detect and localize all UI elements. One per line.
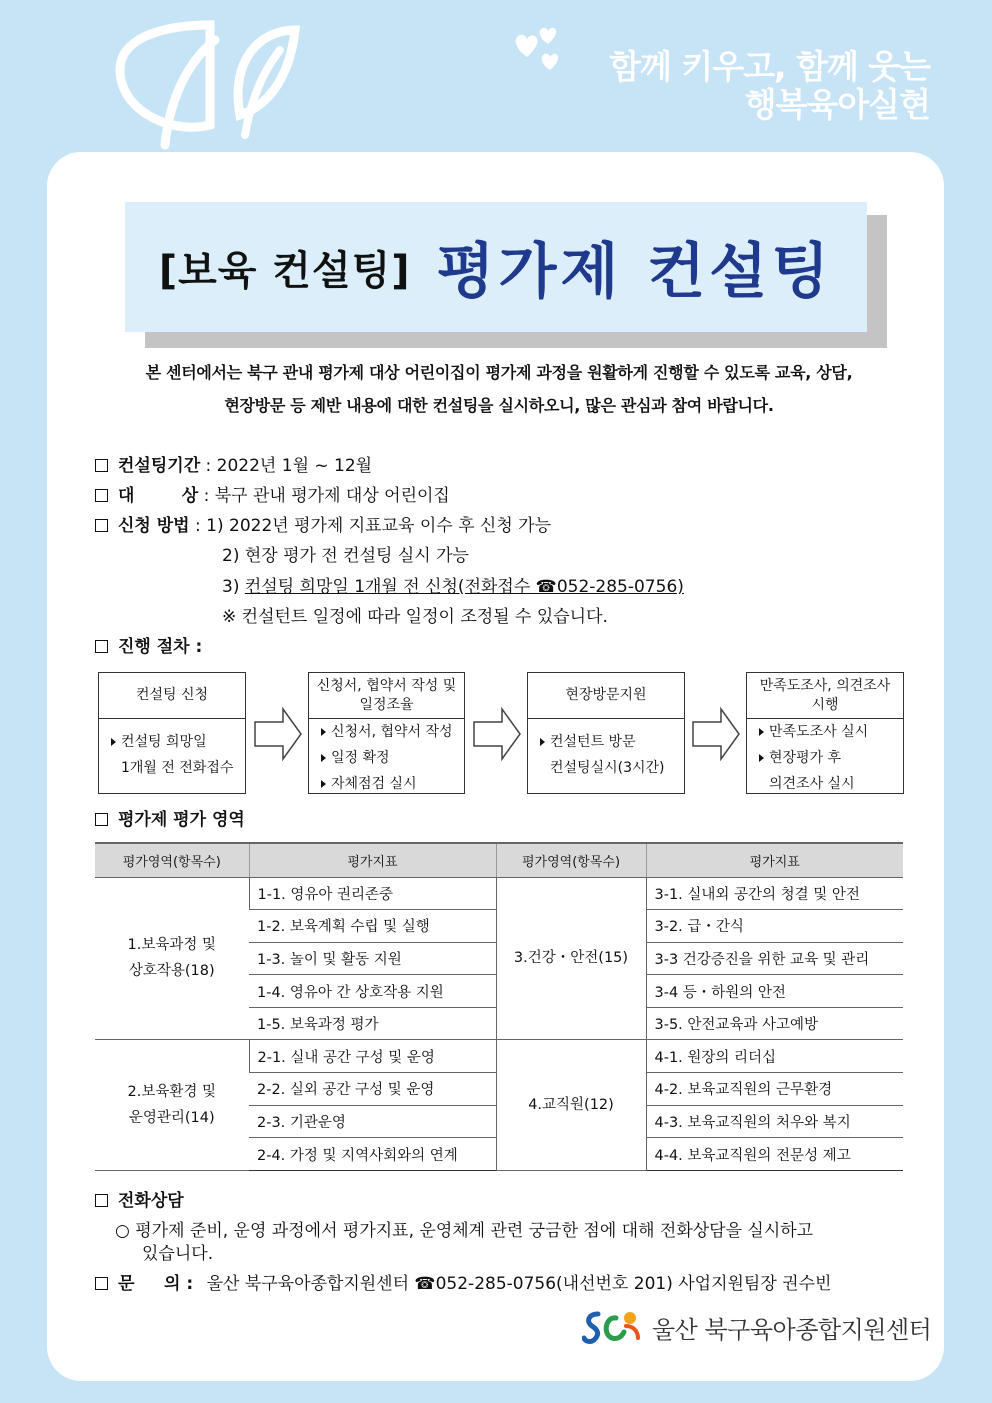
method-3-prefix: 3) <box>222 577 245 597</box>
process-item: 현장평가 후 <box>757 745 893 771</box>
title-small: [보육 컨설팅] <box>158 247 411 294</box>
intro-text <box>88 356 910 422</box>
phone-heading <box>95 1189 184 1213</box>
category-cell: 3.건강・안전(15) <box>496 877 646 1040</box>
process-step-title: 신청서, 협약서 작성 및 일정조율 <box>309 673 464 719</box>
process-item: 컨설팅실시(3시간) <box>550 760 665 776</box>
contact-label: 문 의 : <box>118 1274 194 1294</box>
indicator-cell: 1-1. 영유아 권리존중 <box>249 877 496 910</box>
page-title: 평가제 컨설팅 <box>436 237 834 307</box>
table-row <box>95 877 903 910</box>
contact-row <box>95 1272 831 1296</box>
checkbox-square-icon <box>95 640 108 653</box>
checkbox-square-icon <box>95 459 108 472</box>
center-logo-icon <box>582 1308 644 1346</box>
hearts-icon <box>510 25 570 75</box>
eval-section-label: 평가제 평가 영역 <box>118 810 245 830</box>
phone-text-1: ○ 평가제 준비, 운영 과정에서 평가지표, 운영체계 관련 궁금한 점에 대해 전화상담을 실시하고 <box>115 1221 814 1241</box>
indicator-cell: 3-1. 실내외 공간의 청결 및 안전 <box>646 877 903 910</box>
info-target <box>95 481 450 511</box>
indicator-cell: 2-1. 실내 공간 구성 및 운영 <box>249 1040 496 1073</box>
slogan <box>609 48 930 124</box>
eval-section-heading <box>95 805 245 835</box>
indicator-cell: 3-2. 급・간식 <box>646 910 903 943</box>
process-item: 만족도조사 실시 <box>757 719 893 745</box>
process-item: 자체점검 실시 <box>319 771 454 797</box>
table-row <box>95 1040 903 1073</box>
category-cell: 2.보육환경 및 운영관리(14) <box>95 1040 249 1170</box>
contact-value: 울산 북구육아종합지원센터 ☎052-285-0756(내선번호 201) 사업지원팀장 권수빈 <box>206 1274 832 1294</box>
checkbox-square-icon <box>95 489 108 502</box>
method-3: 컨설팅 희망일 1개월 전 신청(전화접수 ☎052-285-0756) <box>244 577 684 597</box>
logo-text: 울산 북구육아종합지원센터 <box>652 1315 932 1344</box>
method-2: 2) 현장 평가 전 컨설팅 실시 가능 <box>222 546 469 566</box>
leaf-decoration-icon <box>110 15 300 155</box>
period-value: : 2022년 1월 ~ 12월 <box>205 456 373 476</box>
process-step-title: 컨설팅 신청 <box>99 673 245 719</box>
indicator-cell: 1-4. 영유아 간 상호작용 지원 <box>249 975 496 1008</box>
arrow-right-icon <box>472 706 522 762</box>
column-header: 평가영역(항목수) <box>496 843 646 877</box>
indicator-cell: 2-4. 가정 및 지역사회와의 연계 <box>249 1138 496 1171</box>
process-item: 신청서, 협약서 작성 <box>319 719 454 745</box>
indicator-cell: 4-3. 보육교직원의 처우와 복지 <box>646 1105 903 1138</box>
process-item: 일정 확정 <box>319 745 454 771</box>
process-item: 1개월 전 전화접수 <box>121 760 234 776</box>
process-item: 의견조사 실시 <box>769 776 855 792</box>
process-step-title: 만족도조사, 의견조사 시행 <box>747 673 903 719</box>
indicator-cell: 4-1. 원장의 리더십 <box>646 1040 903 1073</box>
process-item: 컨설턴트 방문 <box>538 729 674 755</box>
process-step-2 <box>308 672 465 794</box>
indicator-cell: 2-2. 실외 공간 구성 및 운영 <box>249 1073 496 1106</box>
indicator-cell: 1-5. 보육과정 평가 <box>249 1007 496 1040</box>
arrow-right-icon <box>691 706 741 762</box>
slogan-line-2: 행복육아실현 <box>744 85 930 124</box>
indicator-cell: 3-5. 안전교육과 사고예방 <box>646 1007 903 1040</box>
process-step-title: 현장방문지원 <box>528 673 684 719</box>
process-step-1 <box>98 672 246 794</box>
method-1: : 1) 2022년 평가제 지표교육 이수 후 신청 가능 <box>195 516 552 536</box>
target-value: : 북구 관내 평가제 대상 어린이집 <box>203 486 450 506</box>
slogan-line-1: 함께 키우고, 함께 웃는 <box>609 47 930 86</box>
period-label: 컨설팅기간 <box>118 456 201 476</box>
indicator-cell: 3-4 등・하원의 안전 <box>646 975 903 1008</box>
info-method <box>95 511 551 541</box>
intro-line-2: 현장방문 등 제반 내용에 대한 컨설팅을 실시하오니, 많은 관심과 참여 바랍니다. <box>224 396 774 415</box>
process-step-3 <box>527 672 685 794</box>
arrow-right-icon <box>253 706 303 762</box>
indicator-cell: 1-3. 놀이 및 활동 지원 <box>249 942 496 975</box>
process-step-4 <box>746 672 904 794</box>
indicator-cell: 1-2. 보육계획 수립 및 실행 <box>249 910 496 943</box>
checkbox-square-icon <box>95 1194 108 1207</box>
center-logo <box>582 1308 931 1346</box>
title-box <box>125 202 867 332</box>
process-item: 컨설팅 희망일 <box>109 729 235 755</box>
column-header: 평가영역(항목수) <box>95 843 249 877</box>
column-header: 평가지표 <box>646 843 903 877</box>
checkbox-square-icon <box>95 1277 108 1290</box>
checkbox-square-icon <box>95 813 108 826</box>
info-period <box>95 451 372 481</box>
target-label: 대 상 <box>118 486 199 506</box>
category-cell: 1.보육과정 및 상호작용(18) <box>95 877 249 1040</box>
category-cell: 4.교직원(12) <box>496 1040 646 1170</box>
table-header-row <box>95 843 903 877</box>
phone-text-2: 있습니다. <box>142 1244 214 1264</box>
method-3-row <box>222 572 684 602</box>
column-header: 평가지표 <box>249 843 496 877</box>
process-label: 진행 절차 : <box>118 637 203 657</box>
method-label: 신청 방법 <box>118 516 190 536</box>
indicator-cell: 4-4. 보육교직원의 전문성 제고 <box>646 1138 903 1171</box>
indicator-cell: 4-2. 보육교직원의 근무환경 <box>646 1073 903 1106</box>
indicator-cell: 2-3. 기관운영 <box>249 1105 496 1138</box>
method-note: ※ 컨설턴트 일정에 따라 일정이 조정될 수 있습니다. <box>222 607 608 627</box>
phone-label: 전화상담 <box>118 1191 184 1211</box>
checkbox-square-icon <box>95 519 108 532</box>
indicator-cell: 3-3 건강증진을 위한 교육 및 관리 <box>646 942 903 975</box>
info-process <box>95 632 202 662</box>
eval-table <box>95 842 903 1171</box>
intro-line-1: 본 센터에서는 북구 관내 평가제 대상 어린이집이 평가제 과정을 원활하게 진행할 수 있도록 교육, 상담, <box>145 363 853 382</box>
